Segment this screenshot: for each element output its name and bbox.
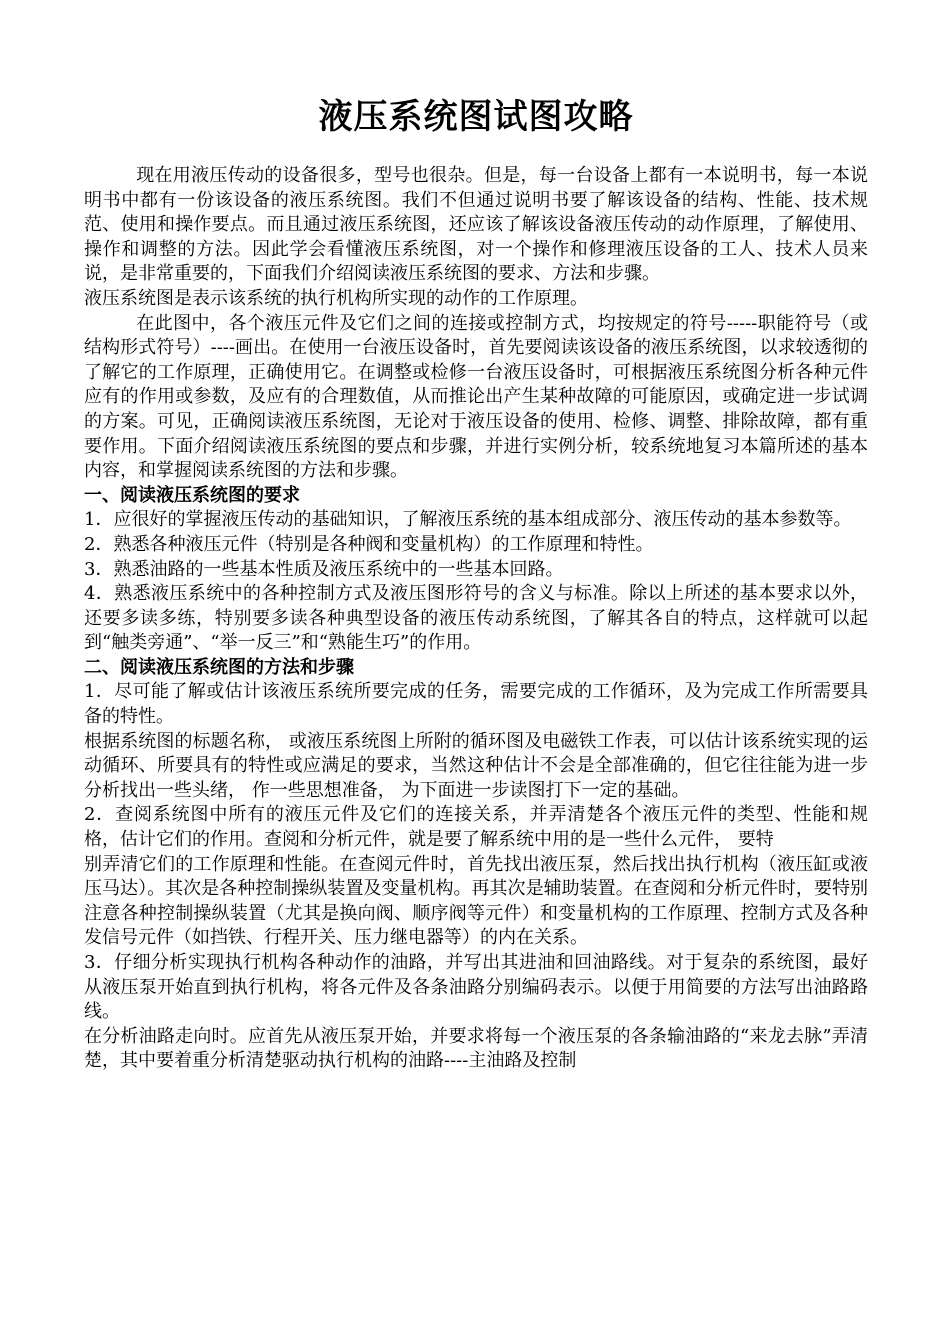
paragraph: 在此图中，各个液压元件及它们之间的连接或控制方式，均按规定的符号-----职能符号（或结构形式符号）----画出。在使用一台液压设备时，首先要阅读该设备的液压系统图，以求较透彻的了解它的工作原理，正确使用它。在调整或检修一台液压设备时，可根据液压系统图分析各种元件应有的作用或参数，及应有的合理数值，从而推论出产生某种故障的可能原因，或确定进一步试调的方案。可见，正确阅读液压系统图，无论对于液压设备的使用、检修、调整、排除故障，都有重要作用。下面介绍阅读液压系统图的要点和步骤，并进行实例分析，较系统地复习本篇所述的基本内容，和掌握阅读系统图的方法和步骤。 <box>84 312 868 482</box>
paragraph: 1．尽可能了解或估计该液压系统所要完成的任务，需要完成的工作循环，及为完成工作所需要具备的特性。 <box>84 681 868 728</box>
paragraph: 现在用液压传动的设备很多，型号也很杂。但是，每一台设备上都有一本说明书，每一本说明书中都有一份该设备的液压系统图。我们不但通过说明书要了解该设备的结构、性能、技术规范、使用和操作要点。而且通过液压系统图，还应该了解该设备液压传动的动作原理，了解使用、操作和调整的方法。因此学会看懂液压系统图，对一个操作和修理液压设备的工人、技术人员来说，是非常重要的，下面我们介绍阅读液压系统图的要求、方法和步骤。 <box>84 165 868 285</box>
document-body <box>84 164 868 1074</box>
paragraph: 1．应很好的掌握液压传动的基础知识，了解液压系统的基本组成部分、液压传动的基本参数等。 <box>84 509 852 531</box>
paragraph: 根据系统图的标题名称， 或液压系统图上所附的循环图及电磁铁工作表，可以估计该系统实现的运动循环、所要具有的特性或应满足的要求，当然这种估计不会是全部准确的，但它往往能为进一步分析找出一些头绪， 作一些思想准备， 为下面进一步读图打下一定的基础。 <box>84 730 868 801</box>
document-title: 液压系统图试图攻略 <box>318 97 634 137</box>
section-heading: 二、阅读液压系统图的方法和步骤 <box>84 656 354 678</box>
paragraph: 在分析油路走向时。应首先从液压泵开始，并要求将每一个液压泵的各条输油路的“来龙去脉”弄清楚，其中要着重分析清楚驱动执行机构的油路----主油路及控制 <box>84 1025 868 1072</box>
paragraph: 3．熟悉油路的一些基本性质及液压系统中的一些基本回路。 <box>84 558 564 580</box>
paragraph: 4．熟悉液压系统中的各种控制方式及液压图形符号的含义与标准。除以上所述的基本要求以外，还要多读多练，特别要多读各种典型设备的液压传动系统图，了解其各自的特点，这样就可以起到“触类旁通”、“举一反三”和“熟能生巧”的作用。 <box>84 583 868 654</box>
paragraph: 2．查阅系统图中所有的液压元件及它们的连接关系，并弄清楚各个液压元件的类型、性能和规格，估计它们的作用。查阅和分析元件，就是要了解系统中用的是一些什么元件， 要特 <box>84 804 868 851</box>
paragraph: 3．仔细分析实现执行机构各种动作的油路，并写出其进油和回油路线。对于复杂的系统图，最好从液压泵开始直到执行机构，将各元件及各条油路分别编码表示。以便于用简要的方法写出油路路线。 <box>84 952 868 1023</box>
paragraph: 2．熟悉各种液压元件（特别是各种阀和变量机构）的工作原理和特性。 <box>84 533 654 555</box>
paragraph: 液压系统图是表示该系统的执行机构所实现的动作的工作原理。 <box>84 287 588 309</box>
section-heading: 一、阅读液压系统图的要求 <box>84 484 300 506</box>
document-page <box>84 90 868 1074</box>
paragraph: 别弄清它们的工作原理和性能。在查阅元件时，首先找出液压泵，然后找出执行机构（液压缸或液压马达）。其次是各种控制操纵装置及变量机构。再其次是辅助装置。在查阅和分析元件时，要特别注意各种控制操纵装置（尤其是换向阀、顺序阀等元件）和变量机构的工作原理、控制方式及各种发信号元件（如挡铁、行程开关、压力继电器等）的内在关系。 <box>84 853 868 949</box>
